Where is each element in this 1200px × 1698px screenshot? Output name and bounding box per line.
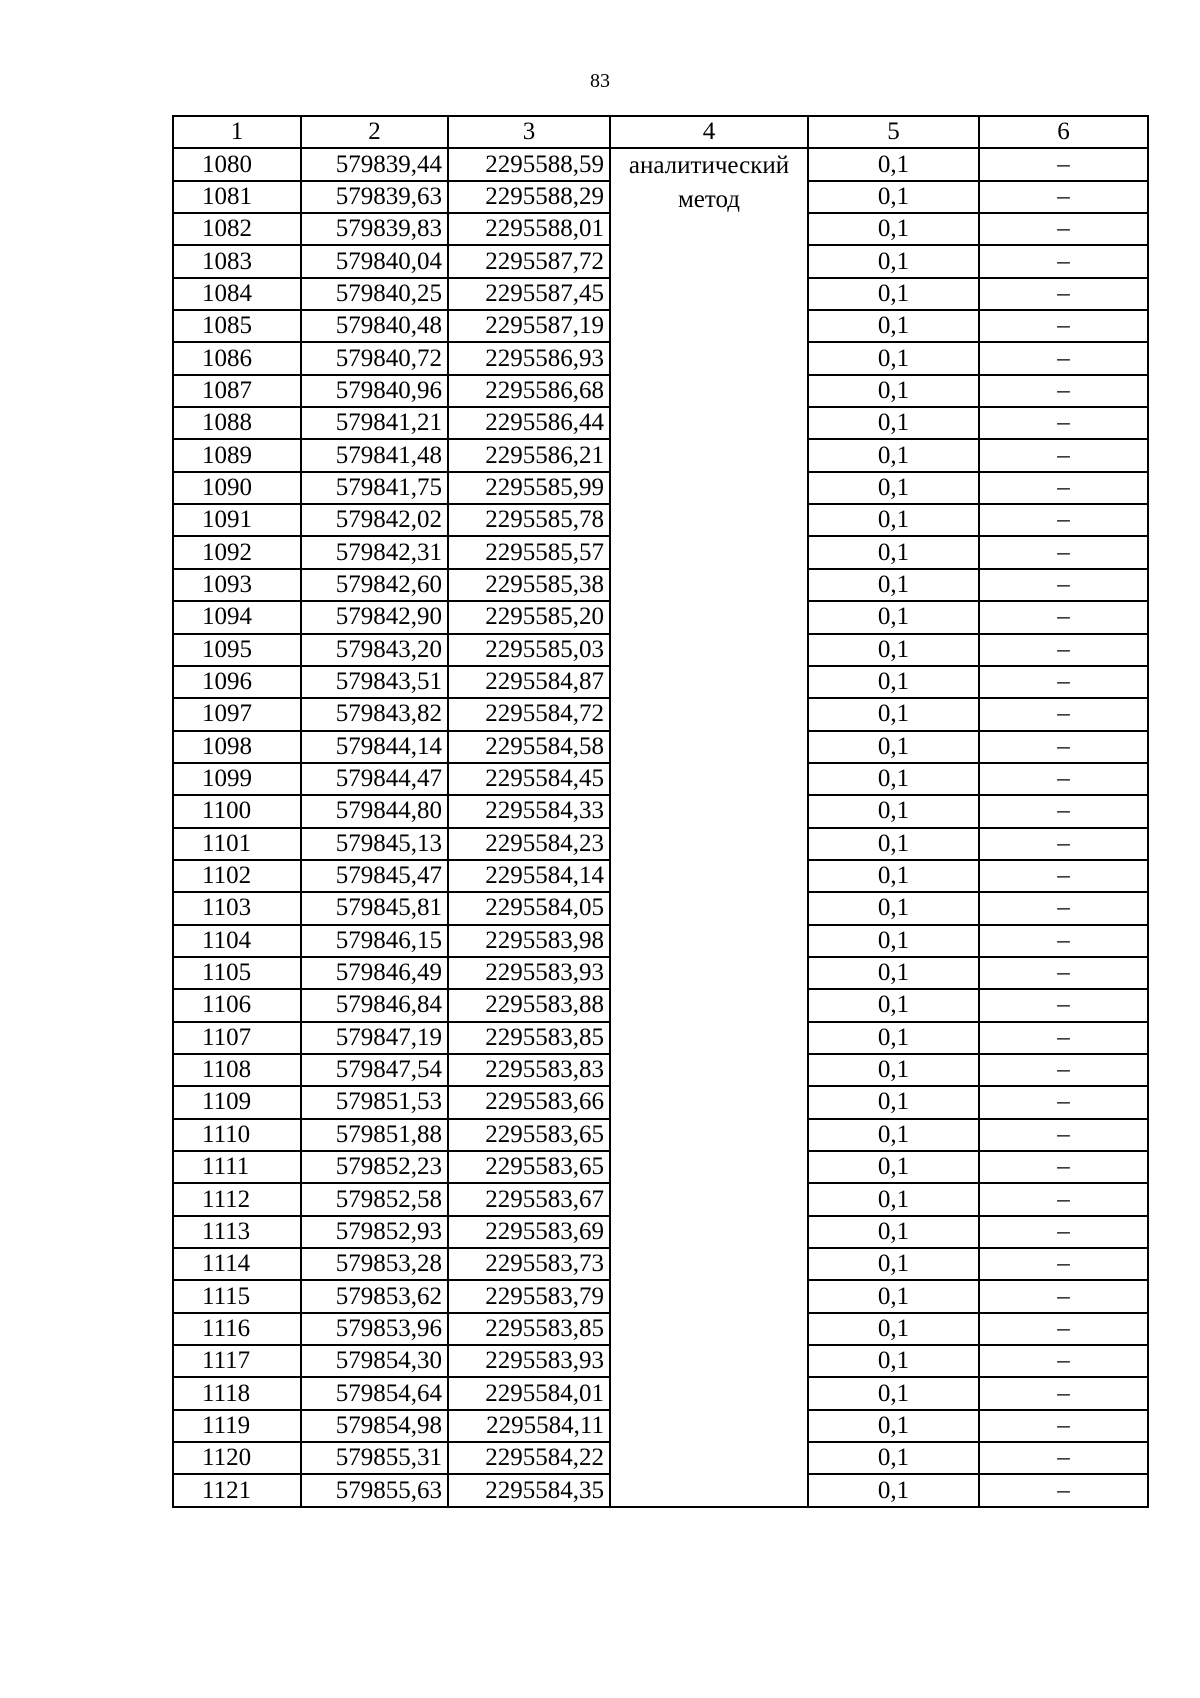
- accuracy-cell: 0,1: [808, 1313, 979, 1345]
- description-cell: –: [979, 278, 1148, 310]
- description-cell: –: [979, 892, 1148, 924]
- accuracy-cell: 0,1: [808, 795, 979, 827]
- accuracy-cell: 0,1: [808, 439, 979, 471]
- y-coordinate-cell: 2295588,01: [448, 213, 610, 245]
- description-cell: –: [979, 1474, 1148, 1506]
- y-coordinate-cell: 2295583,73: [448, 1248, 610, 1280]
- y-coordinate-cell: 2295585,99: [448, 472, 610, 504]
- coordinates-table: [172, 115, 1149, 1508]
- x-coordinate-cell: 579843,20: [301, 634, 448, 666]
- x-coordinate-cell: 579840,48: [301, 310, 448, 342]
- accuracy-cell: 0,1: [808, 342, 979, 374]
- description-cell: –: [979, 731, 1148, 763]
- x-coordinate-cell: 579854,98: [301, 1410, 448, 1442]
- x-coordinate-cell: 579843,51: [301, 666, 448, 698]
- description-cell: –: [979, 375, 1148, 407]
- accuracy-cell: 0,1: [808, 1216, 979, 1248]
- accuracy-cell: 0,1: [808, 278, 979, 310]
- accuracy-cell: 0,1: [808, 634, 979, 666]
- description-cell: –: [979, 957, 1148, 989]
- description-cell: –: [979, 1022, 1148, 1054]
- accuracy-cell: 0,1: [808, 1377, 979, 1409]
- accuracy-cell: 0,1: [808, 245, 979, 277]
- description-cell: –: [979, 989, 1148, 1021]
- accuracy-cell: 0,1: [808, 1442, 979, 1474]
- y-coordinate-cell: 2295583,85: [448, 1022, 610, 1054]
- point-number-cell: 1117: [173, 1345, 301, 1377]
- point-number-cell: 1082: [173, 213, 301, 245]
- y-coordinate-cell: 2295583,79: [448, 1280, 610, 1312]
- point-number-cell: 1109: [173, 1086, 301, 1118]
- method-text: аналитический: [628, 152, 790, 180]
- x-coordinate-cell: 579840,25: [301, 278, 448, 310]
- y-coordinate-cell: 2295585,57: [448, 536, 610, 568]
- accuracy-cell: 0,1: [808, 1183, 979, 1215]
- x-coordinate-cell: 579847,19: [301, 1022, 448, 1054]
- point-number-cell: 1118: [173, 1377, 301, 1409]
- y-coordinate-cell: 2295587,45: [448, 278, 610, 310]
- description-cell: –: [979, 1410, 1148, 1442]
- x-coordinate-cell: 579845,13: [301, 828, 448, 860]
- accuracy-cell: 0,1: [808, 569, 979, 601]
- x-coordinate-cell: 579851,88: [301, 1119, 448, 1151]
- accuracy-cell: 0,1: [808, 1410, 979, 1442]
- x-coordinate-cell: 579851,53: [301, 1086, 448, 1118]
- point-number-cell: 1105: [173, 957, 301, 989]
- accuracy-cell: 0,1: [808, 601, 979, 633]
- point-number-cell: 1097: [173, 698, 301, 730]
- header-cell: 2: [301, 116, 448, 148]
- x-coordinate-cell: 579840,72: [301, 342, 448, 374]
- x-coordinate-cell: 579841,75: [301, 472, 448, 504]
- accuracy-cell: 0,1: [808, 989, 979, 1021]
- description-cell: –: [979, 1054, 1148, 1086]
- x-coordinate-cell: 579844,80: [301, 795, 448, 827]
- description-cell: –: [979, 504, 1148, 536]
- description-cell: –: [979, 1183, 1148, 1215]
- description-cell: –: [979, 925, 1148, 957]
- x-coordinate-cell: 579843,82: [301, 698, 448, 730]
- header-cell: 6: [979, 116, 1148, 148]
- point-number-cell: 1107: [173, 1022, 301, 1054]
- point-number-cell: 1113: [173, 1216, 301, 1248]
- y-coordinate-cell: 2295584,22: [448, 1442, 610, 1474]
- description-cell: –: [979, 666, 1148, 698]
- point-number-cell: 1100: [173, 795, 301, 827]
- accuracy-cell: 0,1: [808, 1054, 979, 1086]
- accuracy-cell: 0,1: [808, 213, 979, 245]
- description-cell: –: [979, 342, 1148, 374]
- y-coordinate-cell: 2295584,23: [448, 828, 610, 860]
- y-coordinate-cell: 2295583,83: [448, 1054, 610, 1086]
- y-coordinate-cell: 2295584,35: [448, 1474, 610, 1506]
- point-number-cell: 1112: [173, 1183, 301, 1215]
- point-number-cell: 1116: [173, 1313, 301, 1345]
- point-number-cell: 1108: [173, 1054, 301, 1086]
- x-coordinate-cell: 579847,54: [301, 1054, 448, 1086]
- x-coordinate-cell: 579842,90: [301, 601, 448, 633]
- method-text: метод: [677, 186, 740, 214]
- accuracy-cell: 0,1: [808, 472, 979, 504]
- x-coordinate-cell: 579845,47: [301, 860, 448, 892]
- point-number-cell: 1103: [173, 892, 301, 924]
- description-cell: –: [979, 763, 1148, 795]
- point-number-cell: 1091: [173, 504, 301, 536]
- x-coordinate-cell: 579853,96: [301, 1313, 448, 1345]
- point-number-cell: 1114: [173, 1248, 301, 1280]
- x-coordinate-cell: 579853,62: [301, 1280, 448, 1312]
- accuracy-cell: 0,1: [808, 407, 979, 439]
- point-number-cell: 1081: [173, 181, 301, 213]
- description-cell: –: [979, 1086, 1148, 1118]
- y-coordinate-cell: 2295585,20: [448, 601, 610, 633]
- point-number-cell: 1099: [173, 763, 301, 795]
- point-number-cell: 1092: [173, 536, 301, 568]
- description-cell: –: [979, 472, 1148, 504]
- point-number-cell: 1094: [173, 601, 301, 633]
- description-cell: –: [979, 569, 1148, 601]
- point-number-cell: 1085: [173, 310, 301, 342]
- x-coordinate-cell: 579839,83: [301, 213, 448, 245]
- description-cell: –: [979, 1151, 1148, 1183]
- accuracy-cell: 0,1: [808, 1474, 979, 1506]
- description-cell: –: [979, 536, 1148, 568]
- description-cell: –: [979, 1345, 1148, 1377]
- point-number-cell: 1104: [173, 925, 301, 957]
- description-cell: –: [979, 601, 1148, 633]
- accuracy-cell: 0,1: [808, 957, 979, 989]
- method-cell: [610, 148, 808, 1506]
- table-row: [173, 148, 1148, 180]
- description-cell: –: [979, 860, 1148, 892]
- point-number-cell: 1106: [173, 989, 301, 1021]
- x-coordinate-cell: 579839,44: [301, 148, 448, 180]
- y-coordinate-cell: 2295586,44: [448, 407, 610, 439]
- accuracy-cell: 0,1: [808, 536, 979, 568]
- accuracy-cell: 0,1: [808, 1119, 979, 1151]
- x-coordinate-cell: 579844,14: [301, 731, 448, 763]
- y-coordinate-cell: 2295587,72: [448, 245, 610, 277]
- x-coordinate-cell: 579842,31: [301, 536, 448, 568]
- page-number: 83: [590, 70, 610, 92]
- header-cell: 1: [173, 116, 301, 148]
- y-coordinate-cell: 2295584,01: [448, 1377, 610, 1409]
- x-coordinate-cell: 579841,21: [301, 407, 448, 439]
- x-coordinate-cell: 579854,30: [301, 1345, 448, 1377]
- y-coordinate-cell: 2295583,98: [448, 925, 610, 957]
- description-cell: –: [979, 1248, 1148, 1280]
- accuracy-cell: 0,1: [808, 892, 979, 924]
- x-coordinate-cell: 579846,49: [301, 957, 448, 989]
- description-cell: –: [979, 634, 1148, 666]
- y-coordinate-cell: 2295584,33: [448, 795, 610, 827]
- accuracy-cell: 0,1: [808, 828, 979, 860]
- y-coordinate-cell: 2295583,93: [448, 957, 610, 989]
- description-cell: –: [979, 245, 1148, 277]
- accuracy-cell: 0,1: [808, 925, 979, 957]
- y-coordinate-cell: 2295586,93: [448, 342, 610, 374]
- x-coordinate-cell: 579855,31: [301, 1442, 448, 1474]
- point-number-cell: 1083: [173, 245, 301, 277]
- accuracy-cell: 0,1: [808, 1248, 979, 1280]
- x-coordinate-cell: 579852,58: [301, 1183, 448, 1215]
- y-coordinate-cell: 2295585,78: [448, 504, 610, 536]
- point-number-cell: 1101: [173, 828, 301, 860]
- x-coordinate-cell: 579846,15: [301, 925, 448, 957]
- point-number-cell: 1096: [173, 666, 301, 698]
- x-coordinate-cell: 579852,23: [301, 1151, 448, 1183]
- description-cell: –: [979, 407, 1148, 439]
- accuracy-cell: 0,1: [808, 1086, 979, 1118]
- description-cell: –: [979, 1216, 1148, 1248]
- point-number-cell: 1110: [173, 1119, 301, 1151]
- x-coordinate-cell: 579842,60: [301, 569, 448, 601]
- y-coordinate-cell: 2295588,59: [448, 148, 610, 180]
- accuracy-cell: 0,1: [808, 1345, 979, 1377]
- header-cell: 5: [808, 116, 979, 148]
- description-cell: –: [979, 310, 1148, 342]
- accuracy-cell: 0,1: [808, 1280, 979, 1312]
- y-coordinate-cell: 2295584,58: [448, 731, 610, 763]
- table-body: [173, 148, 1148, 1506]
- point-number-cell: 1088: [173, 407, 301, 439]
- description-cell: –: [979, 828, 1148, 860]
- y-coordinate-cell: 2295584,72: [448, 698, 610, 730]
- y-coordinate-cell: 2295588,29: [448, 181, 610, 213]
- point-number-cell: 1090: [173, 472, 301, 504]
- header-cell: 4: [610, 116, 808, 148]
- accuracy-cell: 0,1: [808, 860, 979, 892]
- description-cell: –: [979, 795, 1148, 827]
- point-number-cell: 1111: [173, 1151, 301, 1183]
- y-coordinate-cell: 2295586,68: [448, 375, 610, 407]
- y-coordinate-cell: 2295586,21: [448, 439, 610, 471]
- accuracy-cell: 0,1: [808, 310, 979, 342]
- description-cell: –: [979, 181, 1148, 213]
- accuracy-cell: 0,1: [808, 181, 979, 213]
- y-coordinate-cell: 2295583,88: [448, 989, 610, 1021]
- y-coordinate-cell: 2295583,65: [448, 1151, 610, 1183]
- accuracy-cell: 0,1: [808, 375, 979, 407]
- header-cell: 3: [448, 116, 610, 148]
- description-cell: –: [979, 1119, 1148, 1151]
- y-coordinate-cell: 2295585,38: [448, 569, 610, 601]
- x-coordinate-cell: 579846,84: [301, 989, 448, 1021]
- y-coordinate-cell: 2295584,05: [448, 892, 610, 924]
- description-cell: –: [979, 698, 1148, 730]
- header-row: [173, 116, 1148, 148]
- y-coordinate-cell: 2295584,87: [448, 666, 610, 698]
- accuracy-cell: 0,1: [808, 731, 979, 763]
- point-number-cell: 1102: [173, 860, 301, 892]
- accuracy-cell: 0,1: [808, 763, 979, 795]
- point-number-cell: 1086: [173, 342, 301, 374]
- x-coordinate-cell: 579839,63: [301, 181, 448, 213]
- accuracy-cell: 0,1: [808, 504, 979, 536]
- y-coordinate-cell: 2295585,03: [448, 634, 610, 666]
- point-number-cell: 1121: [173, 1474, 301, 1506]
- x-coordinate-cell: 579842,02: [301, 504, 448, 536]
- accuracy-cell: 0,1: [808, 1151, 979, 1183]
- y-coordinate-cell: 2295583,85: [448, 1313, 610, 1345]
- x-coordinate-cell: 579841,48: [301, 439, 448, 471]
- x-coordinate-cell: 579854,64: [301, 1377, 448, 1409]
- point-number-cell: 1087: [173, 375, 301, 407]
- point-number-cell: 1093: [173, 569, 301, 601]
- description-cell: –: [979, 1280, 1148, 1312]
- y-coordinate-cell: 2295584,11: [448, 1410, 610, 1442]
- x-coordinate-cell: 579840,04: [301, 245, 448, 277]
- description-cell: –: [979, 439, 1148, 471]
- y-coordinate-cell: 2295584,45: [448, 763, 610, 795]
- x-coordinate-cell: 579844,47: [301, 763, 448, 795]
- y-coordinate-cell: 2295583,69: [448, 1216, 610, 1248]
- accuracy-cell: 0,1: [808, 148, 979, 180]
- description-cell: –: [979, 1377, 1148, 1409]
- accuracy-cell: 0,1: [808, 698, 979, 730]
- y-coordinate-cell: 2295583,65: [448, 1119, 610, 1151]
- x-coordinate-cell: 579845,81: [301, 892, 448, 924]
- accuracy-cell: 0,1: [808, 666, 979, 698]
- point-number-cell: 1098: [173, 731, 301, 763]
- y-coordinate-cell: 2295583,67: [448, 1183, 610, 1215]
- point-number-cell: 1080: [173, 148, 301, 180]
- point-number-cell: 1120: [173, 1442, 301, 1474]
- accuracy-cell: 0,1: [808, 1022, 979, 1054]
- x-coordinate-cell: 579855,63: [301, 1474, 448, 1506]
- x-coordinate-cell: 579840,96: [301, 375, 448, 407]
- point-number-cell: 1084: [173, 278, 301, 310]
- y-coordinate-cell: 2295583,66: [448, 1086, 610, 1118]
- x-coordinate-cell: 579852,93: [301, 1216, 448, 1248]
- y-coordinate-cell: 2295584,14: [448, 860, 610, 892]
- point-number-cell: 1089: [173, 439, 301, 471]
- description-cell: –: [979, 1442, 1148, 1474]
- description-cell: –: [979, 213, 1148, 245]
- point-number-cell: 1115: [173, 1280, 301, 1312]
- point-number-cell: 1119: [173, 1410, 301, 1442]
- y-coordinate-cell: 2295583,93: [448, 1345, 610, 1377]
- point-number-cell: 1095: [173, 634, 301, 666]
- x-coordinate-cell: 579853,28: [301, 1248, 448, 1280]
- description-cell: –: [979, 148, 1148, 180]
- description-cell: –: [979, 1313, 1148, 1345]
- y-coordinate-cell: 2295587,19: [448, 310, 610, 342]
